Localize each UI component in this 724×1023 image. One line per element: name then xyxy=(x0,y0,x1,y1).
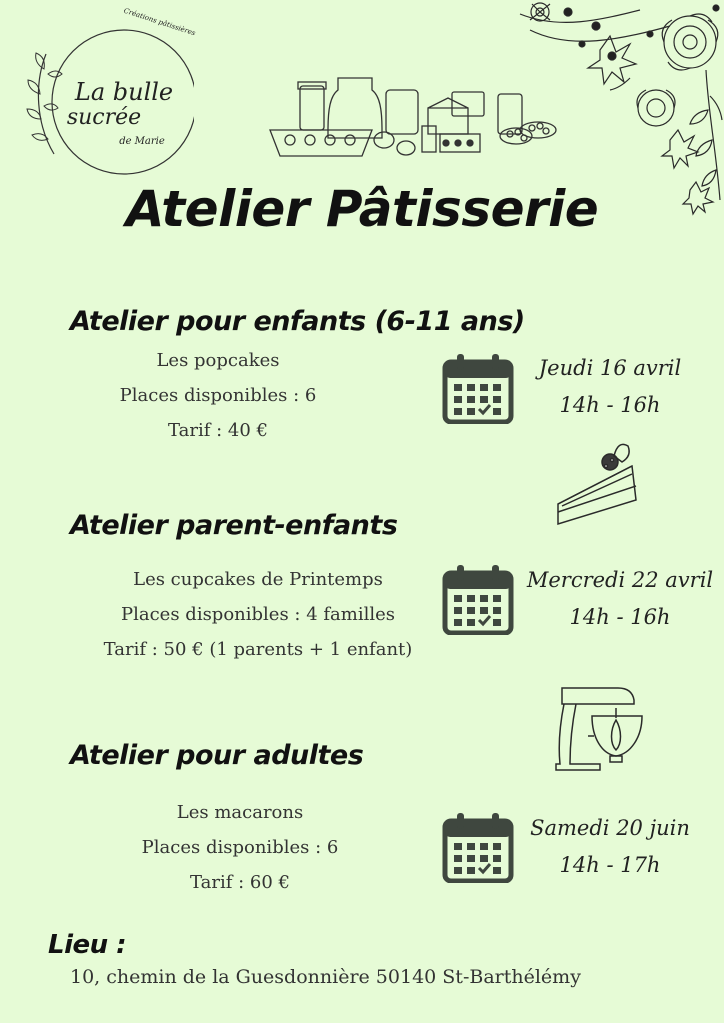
workshop-price-line: Tarif : 40 € xyxy=(168,420,268,441)
workshop-schedule xyxy=(520,810,700,884)
location-label: Lieu : xyxy=(48,930,127,960)
workshop-details xyxy=(88,343,348,448)
logo-line2: sucrée xyxy=(66,105,142,130)
workshop-schedule xyxy=(520,350,700,424)
page-title: Atelier Pâtisserie xyxy=(125,180,599,238)
location-address: 10, chemin de la Guesdonnière 50140 St-Barthélémy xyxy=(70,966,581,988)
workshop-time: 14h - 17h xyxy=(559,853,661,877)
workshop-schedule xyxy=(520,562,720,636)
calendar-icon xyxy=(442,352,514,424)
workshop-title-line: Les macarons xyxy=(176,802,304,823)
workshop-heading: Atelier parent-enfants xyxy=(70,510,398,541)
workshop-date: Jeudi 16 avril xyxy=(538,356,682,380)
calendar-icon xyxy=(442,811,514,883)
logo xyxy=(24,6,197,184)
logo-line3: de Marie xyxy=(119,136,165,147)
workshop-date: Mercredi 22 avril xyxy=(526,568,714,592)
workshop-title-line: Les popcakes xyxy=(156,350,280,371)
workshop-title-line: Les cupcakes de Printemps xyxy=(133,569,383,590)
workshop-price-line: Tarif : 60 € xyxy=(190,872,290,893)
calendar-icon xyxy=(442,563,514,635)
logo-line1: La bulle xyxy=(74,78,174,106)
workshop-heading: Atelier pour adultes xyxy=(70,740,364,771)
workshop-details xyxy=(88,562,428,667)
cake-slice-icon xyxy=(552,440,642,530)
logo-arc-text: Créations pâtissières xyxy=(122,6,197,38)
workshop-price-line: Tarif : 50 € (1 parents + 1 enfant) xyxy=(103,639,413,660)
workshop-date: Samedi 20 juin xyxy=(530,816,690,840)
workshop-heading: Atelier pour enfants (6-11 ans) xyxy=(70,306,525,337)
workshop-places-line: Places disponibles : 6 xyxy=(119,385,317,406)
workshop-details xyxy=(110,795,370,900)
workshop-time: 14h - 16h xyxy=(569,605,671,629)
workshop-time: 14h - 16h xyxy=(559,393,661,417)
workshop-places-line: Places disponibles : 6 xyxy=(141,837,339,858)
stand-mixer-icon xyxy=(552,680,648,776)
workshop-places-line: Places disponibles : 4 familles xyxy=(121,604,395,625)
